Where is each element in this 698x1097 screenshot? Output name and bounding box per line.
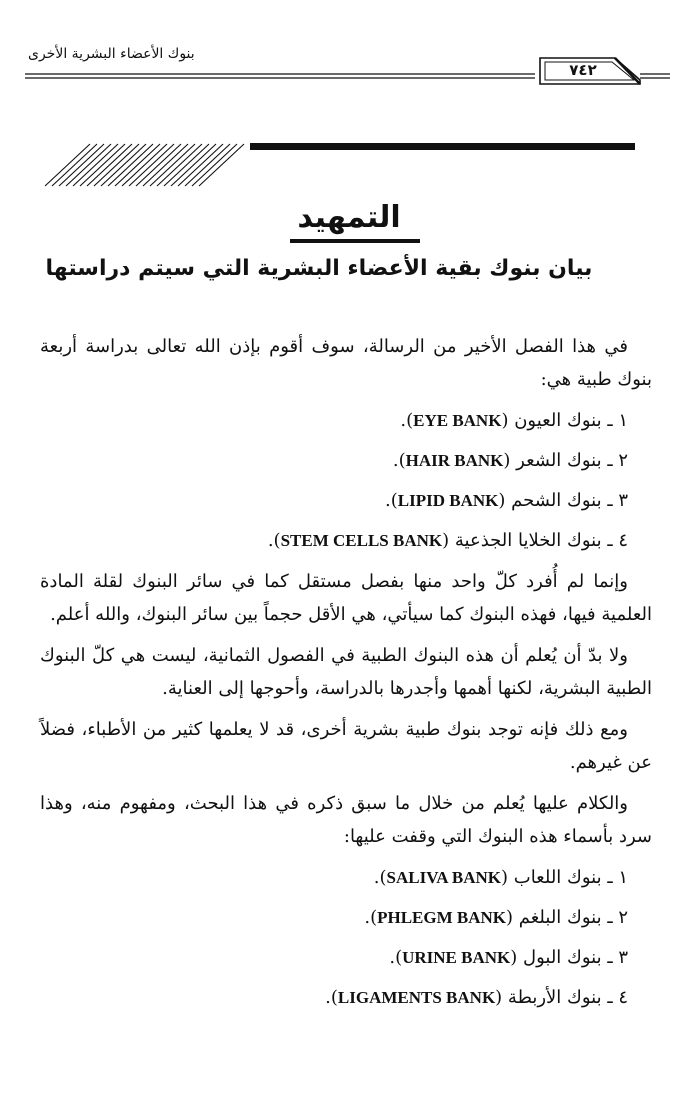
list-item: ٤ ـ بنوك الأربطة (LIGAMENTS BANK). xyxy=(325,987,628,1008)
list-item: ١ ـ بنوك اللعاب (SALIVA BANK). xyxy=(373,867,628,888)
list-item: ٣ ـ بنوك الشحم (LIPID BANK). xyxy=(385,490,628,511)
bank-list-primary xyxy=(40,404,652,557)
decorative-hatched-band xyxy=(0,130,698,200)
paragraph: وإنما لم أُفرد كلّ واحد منها بفصل مستقل كما في سائر البنوك لقلة المادة العلمية فيها، فهذه البنوك كما سيأتي، هي الأقل حجماً بين سائر البنوك، والله أعلم. xyxy=(40,571,652,625)
list-item: ٣ ـ بنوك البول (URINE BANK). xyxy=(389,947,628,968)
list-item: ٢ ـ بنوك البلغم (PHLEGM BANK). xyxy=(364,907,628,928)
bank-list-secondary xyxy=(40,861,652,1014)
page-number: ٧٤٢ xyxy=(569,61,597,79)
section-subtitle: بيان بنوك بقية الأعضاء البشرية التي سيتم دراستها xyxy=(45,256,593,281)
chapter-title: التمهيد xyxy=(297,200,401,235)
running-title: بنوك الأعضاء البشرية الأخرى xyxy=(28,46,195,62)
list-item: ٤ ـ بنوك الخلايا الجذعية (STEM CELLS BANK). xyxy=(267,530,628,551)
paragraph: ولا بدّ أن يُعلم أن هذه البنوك الطبية في الفصول الثمانية، ليست هي كلّ البنوك الطبية البشرية، لكنها أهمها وأجدرها بالدراسة، وأحوجها إلى العناية. xyxy=(40,645,652,699)
chapter-title-underline xyxy=(290,238,420,244)
list-item: ٢ ـ بنوك الشعر (HAIR BANK). xyxy=(392,450,628,471)
list-item: ١ ـ بنوك العيون (EYE BANK). xyxy=(400,410,628,431)
body-text xyxy=(40,330,652,1022)
intro-paragraph: في هذا الفصل الأخير من الرسالة، سوف أقوم بإذن الله تعالى بدراسة أربعة بنوك طبية هي: xyxy=(40,336,652,390)
paragraph: والكلام عليها يُعلم من خلال ما سبق ذكره في هذا البحث، ومفهوم منه، وهذا سرد بأسماء هذه البنوك التي وقفت عليها: xyxy=(40,793,652,847)
paragraph: ومع ذلك فإنه توجد بنوك طبية بشرية أخرى، قد لا يعلمها كثير من الأطباء، فضلاً عن غيرهم. xyxy=(40,719,652,773)
